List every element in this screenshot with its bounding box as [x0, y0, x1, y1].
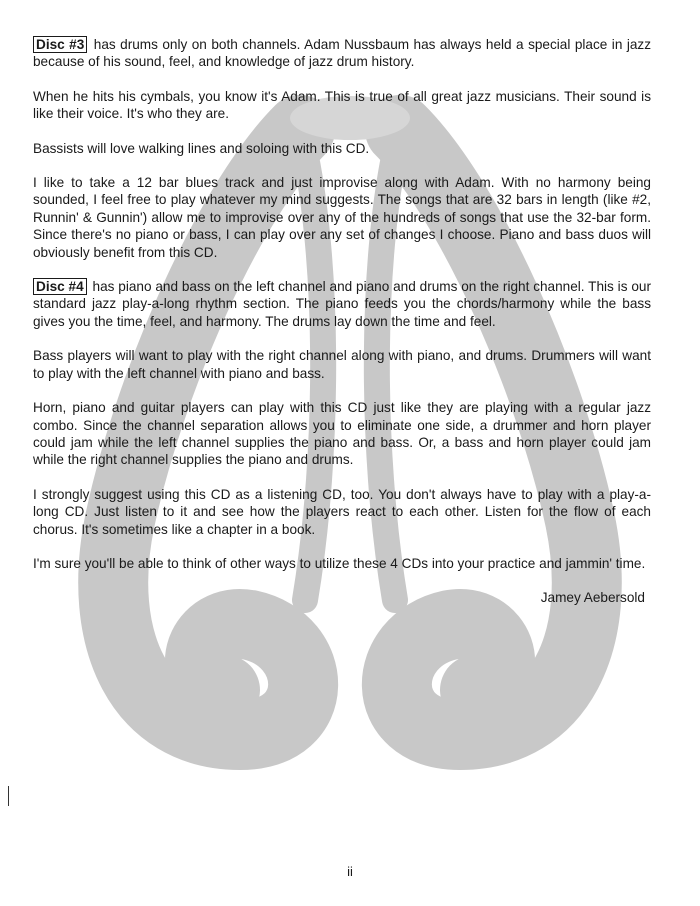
document-body — [33, 36, 651, 607]
paragraph-disc4 — [33, 278, 651, 330]
paragraph-6: Bass players will want to play with the right channel along with piano, and drums. Drummers will want to play with the left channel with piano and bass. — [33, 348, 651, 381]
paragraph-2: When he hits his cymbals, you know it's Adam. This is true of all great jazz musicians. Their sound is like their voice. It's who they are. — [33, 88, 651, 122]
page-number: ii — [347, 864, 353, 879]
paragraph-8: I strongly suggest using this CD as a listening CD, too. You don't always have to play with a play-a-long CD. Just listen to it and see how the players react to each other. Listen for the flow of each chorus. It's sometimes like a chapter in a book. — [33, 486, 651, 537]
signature: Jamey Aebersold — [540, 590, 645, 606]
disc3-text: has drums only on both channels. Adam Nussbaum has always held a special place in jazz because of his sound, feel, and knowledge of jazz drum history. — [33, 37, 652, 70]
paragraph-9: I'm sure you'll be able to think of other ways to utilize these 4 CDs into your practice and jammin' time. — [33, 555, 646, 571]
paragraph-4: I like to take a 12 bar blues track and just improvise along with Adam. With no harmony being sounded, I feel free to play whatever my mind suggests. The songs that are 32 bars in length (like #2, Runnin' & Gunnin') allow me to improvise over any of the hundreds of songs that use the 32-bar form. Since there's no piano or bass, I can play over any set of changes I choose. Piano and bass duos will obviously benefit from this CD. — [33, 175, 651, 260]
disc3-label: Disc #3 — [33, 36, 87, 53]
paragraph-disc3 — [33, 36, 651, 71]
disc4-label: Disc #4 — [33, 278, 87, 295]
margin-mark — [8, 786, 9, 806]
paragraph-7: Horn, piano and guitar players can play with this CD just like they are playing with a regular jazz combo. Since the channel separation allows you to eliminate one side, a drummer and horn player could jam while the left channel supplies the piano and bass. Or, a bass and horn player could jam while the right channel supplies the piano and drums. — [33, 400, 651, 468]
paragraph-3: Bassists will love walking lines and soloing with this CD. — [33, 140, 370, 156]
disc4-text: has piano and bass on the left channel and piano and drums on the right channel. This is our standard jazz play-a-long rhythm section. The piano feeds you the chords/harmony while the bass gives you the time, feel, and harmony. The drums lay down the time and feel. — [33, 279, 651, 329]
